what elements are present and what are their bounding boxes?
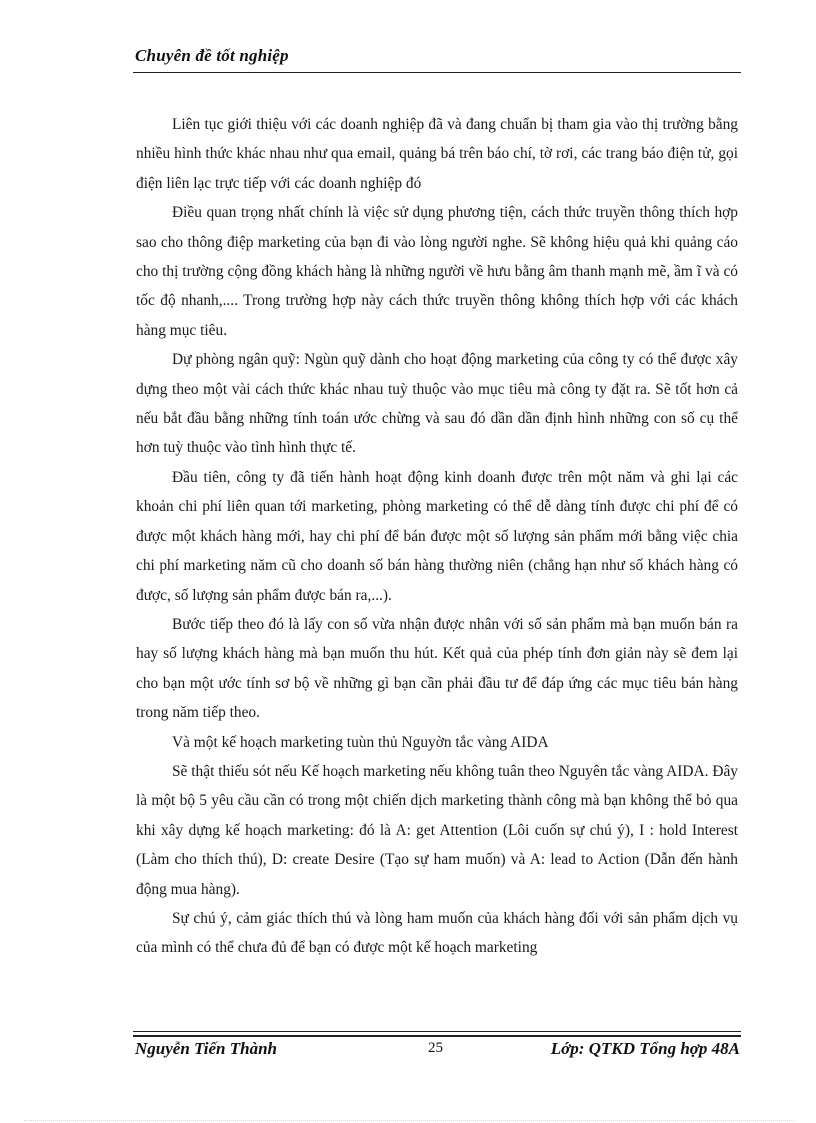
page-header-title: Chuyên đề tốt nghiệp <box>135 46 289 65</box>
paragraph-8: Sự chú ý, cảm giác thích thú và lòng ham muốn của khách hàng đối với sản phẩm dịch vụ của mình có thể chưa đủ để bạn có được một kế hoạch marketing <box>136 909 738 957</box>
header-divider <box>133 72 741 73</box>
paragraph-4: Đầu tiên, công ty đã tiến hành hoạt động kinh doanh được trên một năm và ghi lại các khoản chi phí liên quan tới marketing, phòng marketing có thể dễ dàng tính được chi phí để có được một khách hàng mới, hay chi phí để bán được một số lượng sản phẩm mới bằng việc chia chi phí marketing năm cũ cho doanh số bán hàng thường niên (chẳng hạn như số khách hàng có được, số lượng sản phẩm được bán ra,...). <box>136 468 738 604</box>
paragraph-2: Điều quan trọng nhất chính là việc sử dụng phương tiện, cách thức truyền thông thích hợp sao cho thông điệp marketing của bạn đi vào lòng người nghe. Sẽ không hiệu quả khi quảng cáo cho thị trường cộng đồng khách hàng là những người về hưu bằng âm thanh mạnh mẽ, ầm ĩ và có tốc độ nhanh,.... Trong trường hợp này cách thức truyền thông không thích hợp với các khách hàng mục tiêu. <box>136 204 738 339</box>
page-number: 25 <box>428 1040 443 1056</box>
footer-class-label: Lớp: QTKD Tổng hợp 48A <box>550 1039 740 1058</box>
footer-divider-thick <box>133 1035 741 1037</box>
paragraph-1: Liên tục giới thiệu với các doanh nghiệp đã và đang chuẩn bị tham gia vào thị trường bằng nhiều hình thức khác nhau như qua email, quảng bá trên báo chí, tờ rơi, các trang báo điện tử, gọi điện liên lạc trực tiếp với các doanh nghiệp đó <box>136 116 738 192</box>
document-body <box>136 110 738 963</box>
paragraph-6: Và một kế hoạch marketing tuùn thủ Nguyờn tắc vàng AIDA <box>172 733 549 751</box>
paragraph-5: Bước tiếp theo đó là lấy con số vừa nhận được nhân với số sản phẩm mà bạn muốn bán ra hay số lượng khách hàng mà bạn muốn thu hút. Kết quả của phép tính đơn giản này sẽ đem lại cho bạn một ước tính sơ bộ về những gì bạn cần phải đầu tư để đáp ứng các mục tiêu bán hàng trong năm tiếp theo. <box>136 615 738 722</box>
paragraph-3: Dự phòng ngân quỹ: Ngùn quỹ dành cho hoạt động marketing của công ty có thể được xây dựng theo một vài cách thức khác nhau tuỳ thuộc vào mục tiêu mà công ty đặt ra. Sẽ tốt hơn cả nếu bắt đầu bằng những tính toán ước chừng và sau đó dần dần định hình những con số cụ thể hơn tuỳ thuộc vào tình hình thực tế. <box>136 351 738 457</box>
footer-divider-thin <box>133 1031 741 1032</box>
footer-author: Nguyễn Tiến Thành <box>135 1039 278 1058</box>
paragraph-7: Sẽ thật thiếu sót nếu Kế hoạch marketing nếu không tuân theo Nguyên tắc vàng AIDA. Đây là một bộ 5 yêu cầu cần có trong một chiến dịch marketing thành công mà bạn không thể bỏ qua khi xây dựng kế hoạch marketing: đó là A: get Attention (Lôi cuốn sự chú ý), I : hold Interest (Làm cho thích thú), D: create Desire (Tạo sự ham muốn) và A: lead to Action (Dẫn đến hành động mua hàng). <box>136 762 738 898</box>
page-edge-divider <box>24 1120 794 1121</box>
